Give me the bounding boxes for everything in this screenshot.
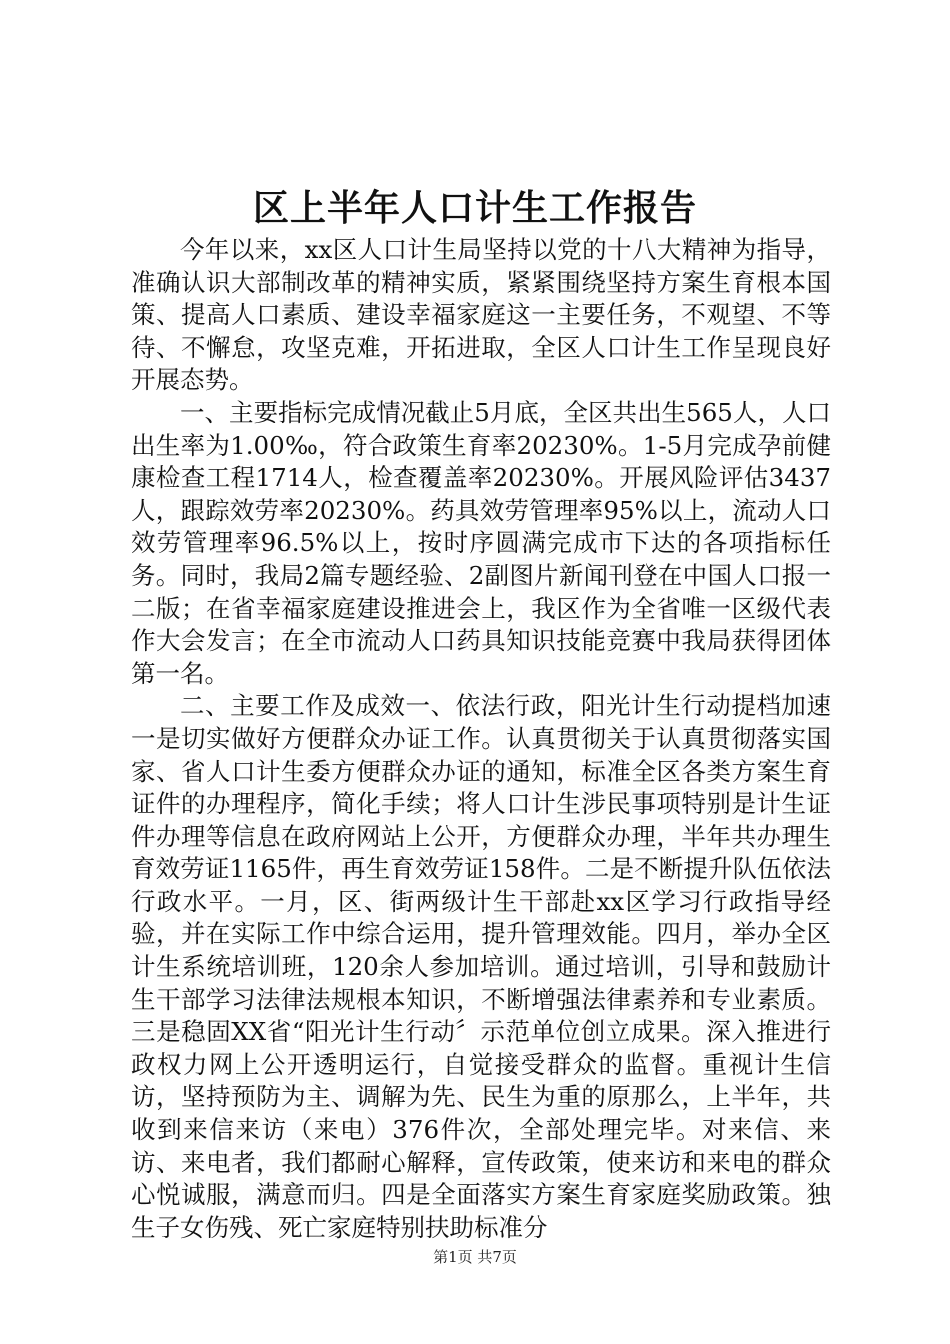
document-title: 区上半年人口计生工作报告	[252, 187, 697, 229]
paragraph-indicators: 一、主要指标完成情况截止5月底，全区共出生565人，人口出生率为1.00‰，符合政策生育率20230%。1-5月完成孕前健康检查工程1714人，检查覆盖率20230%。开展风险评估3437人，跟踪效劳率20230%。药具效劳管理率95%以上，流动人口效劳管理率96.5%以上，按时序圆满完成市下达的各项指标任务。同时，我局2篇专题经验、2副图片新闻刊登在中国人口报一二版；在省幸福家庭建设推进会上，我区作为全省唯一区级代表作大会发言；在全市流动人口药具知识技能竞赛中我局获得团体第一名。	[131, 397, 831, 688]
page-number-indicator: 第1页 共7页	[433, 1248, 517, 1266]
document-body	[131, 234, 831, 1244]
paragraph-main-work: 二、主要工作及成效一、依法行政，阳光计生行动提档加速一是切实做好方便群众办证工作。认真贯彻关于认真贯彻落实国家、省人口计生委方便群众办证的通知，标准全区各类方案生育证件的办理程序，简化手续；将人口计生涉民事项特别是计生证件办理等信息在政府网站上公开，方便群众办理，半年共办理生育效劳证1165件，再生育效劳证158件。二是不断提升队伍依法行政水平。一月，区、街两级计生干部赴xx区学习行政指导经验，并在实际工作中综合运用，提升管理效能。四月，举办全区计生系统培训班，120余人参加培训。通过培训，引导和鼓励计生干部学习法律法规根本知识，不断增强法律素养和专业素质。三是稳固XX省“阳光计生行动〞示范单位创立成果。深入推进行政权力网上公开透明运行，自觉接受群众的监督。重视计生信访，坚持预防为主、调解为先、民生为重的原那么，上半年，共收到来信来访（来电）376件次，全部处理完毕。对来信、来访、来电者，我们都耐心解释，宣传政策，使来访和来电的群众心悦诚服，满意而归。四是全面落实方案生育家庭奖励政策。独生子女伤残、死亡家庭特别扶助标准分	[131, 691, 831, 1242]
paragraph-intro: 今年以来，xx区人口计生局坚持以党的十八大精神为指导，准确认识大部制改革的精神实质，紧紧围绕坚持方案生育根本国策、提高人口素质、建设幸福家庭这一主要任务，不观望、不等待、不懈怠，攻坚克难，开拓进取，全区人口计生工作呈现良好开展态势。	[131, 235, 831, 395]
page-footer	[0, 1247, 950, 1267]
